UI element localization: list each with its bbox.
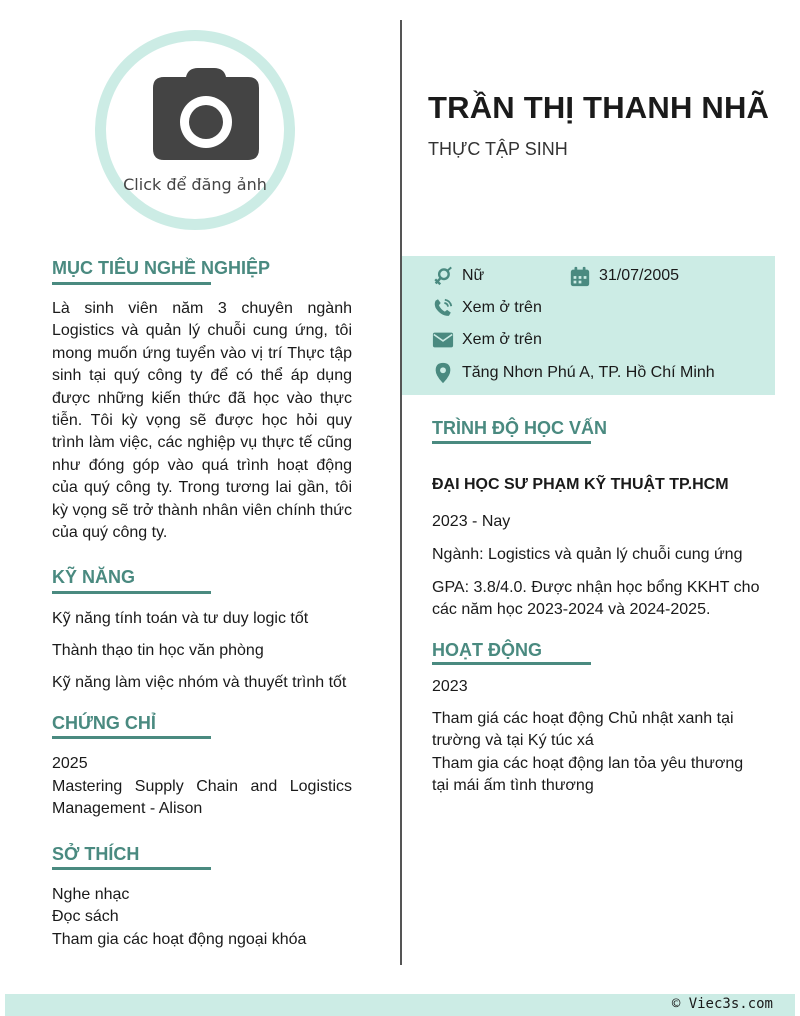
certificate-year: 2025 (52, 755, 88, 772)
education-period: 2023 - Nay (432, 513, 511, 530)
camera-icon (152, 67, 260, 161)
activity-year: 2023 (432, 678, 468, 695)
skill-item: Thành thạo tin học văn phòng (52, 642, 264, 659)
skills-underline (52, 591, 211, 594)
address-value: Tăng Nhơn Phú A, TP. Hồ Chí Minh (462, 364, 715, 381)
column-divider (400, 20, 402, 965)
education-heading: TRÌNH ĐỘ HỌC VẤN (432, 418, 607, 438)
hobby-item: Nghe nhạc (52, 886, 130, 903)
education-underline (432, 441, 591, 444)
location-pin-icon (432, 362, 454, 384)
email-value: Xem ở trên (462, 331, 542, 348)
activity-item: Tham giá các hoạt động Chủ nhật xanh tại trường và tại Ký túc xá (432, 710, 734, 750)
phone-value: Xem ở trên (462, 299, 542, 316)
certificate-name: Mastering Supply Chain and Logistics Management - Alison (52, 778, 352, 818)
hobby-item: Tham gia các hoạt động ngoại khóa (52, 931, 307, 948)
calendar-icon (569, 266, 591, 288)
hobbies-underline (52, 867, 211, 870)
certificates-underline (52, 736, 211, 739)
activity-item: Tham gia các hoạt động lan tỏa yêu thương tại mái ấm tình thương (432, 755, 744, 795)
skills-heading: KỸ NĂNG (52, 567, 136, 587)
school-name: ĐẠI HỌC SƯ PHẠM KỸ THUẬT TP.HCM (432, 476, 729, 493)
gender-value: Nữ (462, 267, 485, 284)
skill-item: Kỹ năng tính toán và tư duy logic tốt (52, 610, 309, 627)
certificates-heading: CHỨNG CHỈ (52, 713, 156, 733)
upload-photo-label: Click để đăng ảnh (123, 175, 267, 194)
birthday-value: 31/07/2005 (599, 267, 680, 284)
objective-text: Là sinh viên năm 3 chuyên ngành Logistics và quản lý chuỗi cung ứng, tôi mong muốn ứng tuyển vào vị trí Thực tập sinh tại quý công ty để có thể áp dụng được những kiến thức đã học vào thực tiễn. Tôi kỳ vọng sẽ được học hỏi quy trình làm việc, các nghiệp vụ thực tế cũng như đóng góp vào quá trình hoạt động của quý công ty. Trong tương lai gần, tôi kỳ vọng sẽ trở thành nhân viên chính thức của quý công ty. (52, 300, 352, 542)
contact-box (402, 256, 775, 395)
footer-bar (5, 994, 795, 1016)
objective-heading: MỤC TIÊU NGHỀ NGHIỆP (52, 258, 271, 278)
candidate-name: TRẦN THỊ THANH NHÃ (428, 90, 770, 125)
education-gpa: GPA: 3.8/4.0. Được nhận học bổng KKHT cho các năm học 2023-2024 và 2024-2025. (432, 579, 760, 619)
phone-icon (432, 297, 454, 319)
copyright-text: © Viec3s.com (671, 996, 773, 1012)
hobby-item: Đọc sách (52, 908, 119, 925)
education-major: Ngành: Logistics và quản lý chuỗi cung ứng (432, 546, 743, 563)
objective-underline (52, 282, 211, 285)
activities-underline (432, 662, 591, 665)
activities-heading: HOẠT ĐỘNG (432, 640, 542, 660)
skill-item: Kỹ năng làm việc nhóm và thuyết trình tốt (52, 674, 347, 691)
gender-icon (432, 266, 454, 288)
avatar-upload[interactable] (95, 30, 295, 230)
candidate-position: THỰC TẬP SINH (428, 139, 568, 159)
hobbies-heading: SỞ THÍCH (52, 844, 140, 864)
email-icon (432, 329, 454, 351)
